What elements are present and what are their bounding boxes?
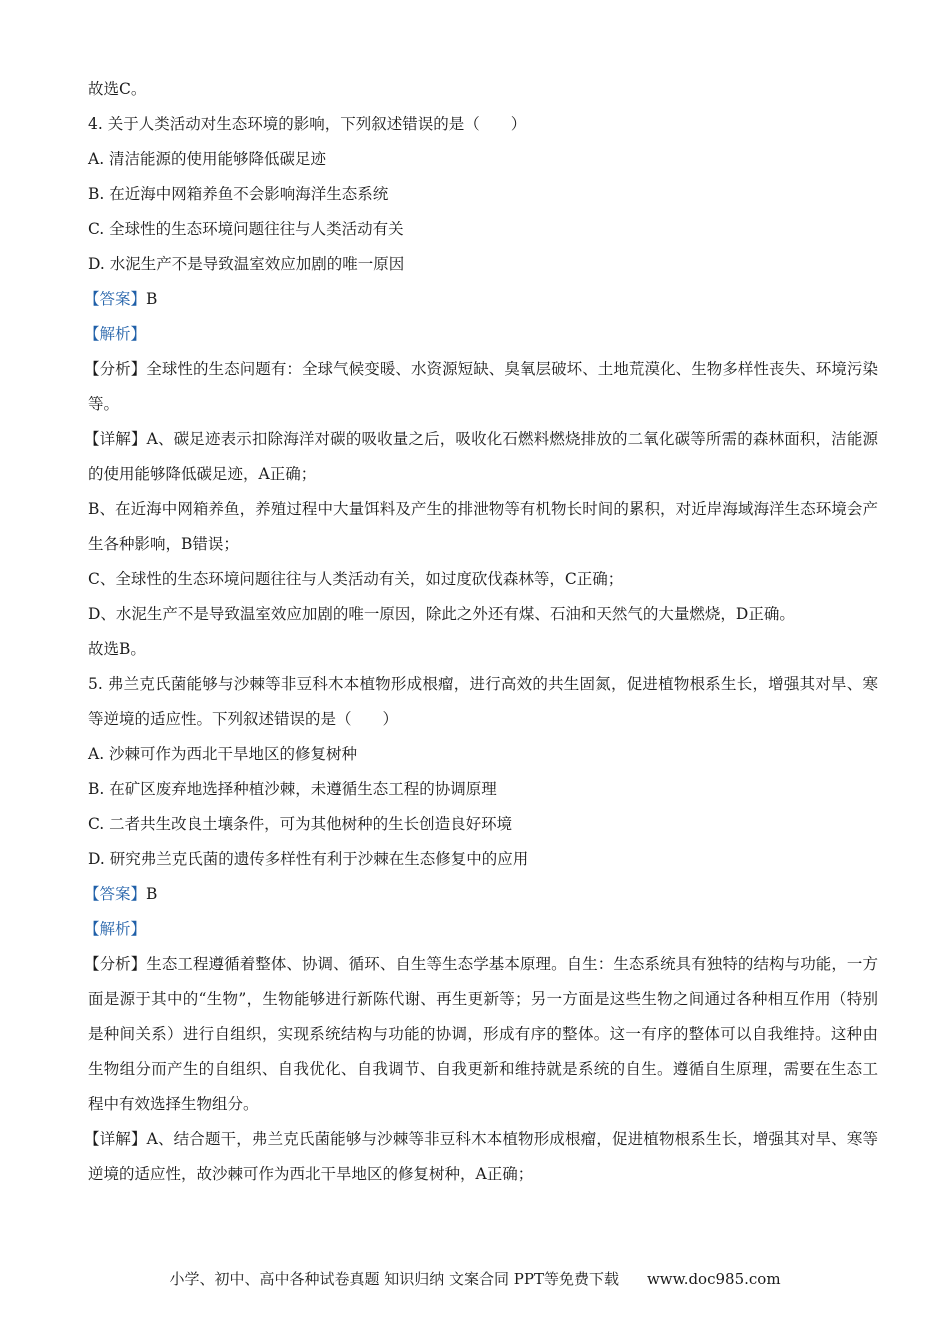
analysis-tag: 【解析】 <box>84 920 147 938</box>
fenxi-text: 全球性的生态问题有：全球气候变暖、水资源短缺、臭氧层破坏、土地荒漠化、生物多样性丧失、环境污染等。 <box>88 360 878 413</box>
document-page <box>84 72 878 1192</box>
answer-value: B <box>146 290 158 308</box>
q4-stem: 4. 关于人类活动对生态环境的影响，下列叙述错误的是（ ） <box>88 115 527 133</box>
q4-answer <box>84 282 878 317</box>
footer-url[interactable]: www.doc985.com <box>646 1270 781 1288</box>
q4-fenxi <box>84 352 878 422</box>
answer-value: B <box>146 885 158 903</box>
q4-option-a: A. 清洁能源的使用能够降低碳足迹 <box>88 150 327 168</box>
q5-option-a: A. 沙棘可作为西北干旱地区的修复树种 <box>88 745 358 763</box>
q4-option-c: C. 全球性的生态环境问题往往与人类活动有关 <box>88 220 404 238</box>
analysis-tag: 【解析】 <box>84 325 147 343</box>
xiangjie-text: A、结合题干，弗兰克氏菌能够与沙棘等非豆科木本植物形成根瘤，促进植物根系生长，增强其对旱、寒等逆境的适应性，故沙棘可作为西北干旱地区的修复树种，A正确； <box>88 1130 878 1183</box>
q4-xiangjie-d: D、水泥生产不是导致温室效应加剧的唯一原因，除此之外还有煤、石油和天然气的大量燃烧，D正确。 <box>88 605 795 623</box>
q4-xiangjie-a <box>84 422 878 492</box>
footer-text: 小学、初中、高中各种试卷真题 知识归纳 文案合同 PPT等免费下载 <box>169 1270 619 1288</box>
q4-conclusion: 故选B。 <box>88 640 146 658</box>
q5-analysis-heading <box>84 912 878 947</box>
q5-xiangjie-a <box>84 1122 878 1192</box>
xiangjie-text: A、碳足迹表示扣除海洋对碳的吸收量之后，吸收化石燃料燃烧排放的二氧化碳等所需的森林面积，洁能源的使用能够降低碳足迹，A正确； <box>88 430 878 483</box>
q5-fenxi <box>84 947 878 1122</box>
page-footer <box>0 1268 950 1289</box>
q4-xiangjie-c: C、全球性的生态环境问题往往与人类活动有关，如过度砍伐森林等，C正确； <box>88 570 624 588</box>
fenxi-tag: 【分析】 <box>84 360 147 378</box>
q3-conclusion: 故选C。 <box>88 80 147 98</box>
q5-answer <box>84 877 878 912</box>
xiangjie-tag: 【详解】 <box>84 1130 147 1148</box>
q5-option-b: B. 在矿区废弃地选择种植沙棘，未遵循生态工程的协调原理 <box>88 780 497 798</box>
xiangjie-tag: 【详解】 <box>84 430 147 448</box>
q5-option-c: C. 二者共生改良土壤条件，可为其他树种的生长创造良好环境 <box>88 815 513 833</box>
answer-tag: 【答案】 <box>84 290 147 308</box>
fenxi-tag: 【分析】 <box>84 955 147 973</box>
q5-option-d: D. 研究弗兰克氏菌的遗传多样性有利于沙棘在生态修复中的应用 <box>88 850 529 868</box>
q4-xiangjie-b: B、在近海中网箱养鱼，养殖过程中大量饵料及产生的排泄物等有机物长时间的累积，对近岸海域海洋生态环境会产生各种影响，B错误； <box>88 500 878 553</box>
q4-option-b: B. 在近海中网箱养鱼不会影响海洋生态系统 <box>88 185 389 203</box>
answer-tag: 【答案】 <box>84 885 147 903</box>
q4-analysis-heading <box>84 317 878 352</box>
fenxi-text: 生态工程遵循着整体、协调、循环、自生等生态学基本原理。自生：生态系统具有独特的结构与功能，一方面是源于其中的“生物”，生物能够进行新陈代谢、再生更新等；另一方面是这些生物之间通过各种相互作用（特别是种间关系）进行自组织，实现系统结构与功能的协调，形成有序的整体。这一有序的整体可以自我维持。这种由生物组分而产生的自组织、自我优化、自我调节、自我更新和维持就是系统的自生。遵循自生原理，需要在生态工程中有效选择生物组分。 <box>88 955 878 1113</box>
q5-stem: 5. 弗兰克氏菌能够与沙棘等非豆科木本植物形成根瘤，进行高效的共生固氮，促进植物根系生长，增强其对旱、寒等逆境的适应性。下列叙述错误的是（ ） <box>88 675 878 728</box>
q4-option-d: D. 水泥生产不是导致温室效应加剧的唯一原因 <box>88 255 405 273</box>
